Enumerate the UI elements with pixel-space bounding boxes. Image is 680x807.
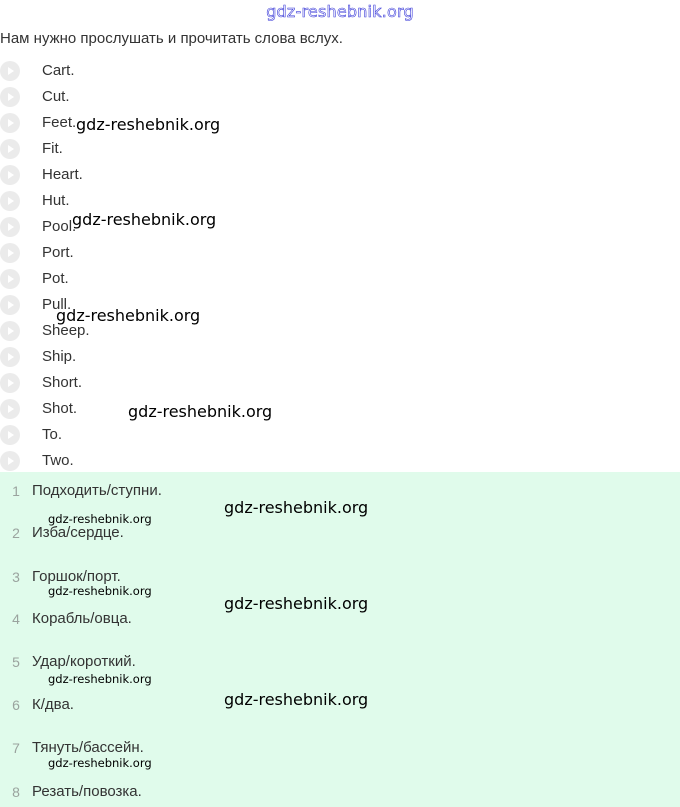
word-row bbox=[0, 138, 680, 164]
watermark: gdz-reshebnik.org bbox=[72, 210, 217, 229]
play-icon[interactable] bbox=[0, 373, 20, 393]
word-label: Sheep. bbox=[42, 322, 90, 339]
word-row bbox=[0, 398, 680, 424]
translation-number: 5 bbox=[12, 654, 20, 670]
play-icon[interactable] bbox=[0, 347, 20, 367]
watermark: gdz-reshebnik.org bbox=[76, 115, 221, 134]
top-watermark: gdz-reshebnik.org bbox=[266, 2, 414, 21]
translation-number: 4 bbox=[12, 611, 20, 627]
play-icon[interactable] bbox=[0, 191, 20, 211]
watermark: gdz-reshebnik.org bbox=[48, 584, 152, 598]
word-label: Pull. bbox=[42, 296, 72, 313]
translation-text: Подходить/ступни. bbox=[32, 482, 162, 499]
watermark: gdz-reshebnik.org bbox=[224, 498, 369, 517]
word-label: Port. bbox=[42, 244, 74, 261]
play-icon[interactable] bbox=[0, 399, 20, 419]
instruction-text: Нам нужно прослушать и прочитать слова вслух. bbox=[0, 30, 343, 47]
play-icon[interactable] bbox=[0, 425, 20, 445]
translation-row bbox=[0, 652, 680, 674]
word-label: Heart. bbox=[42, 166, 83, 183]
word-label: Feet. bbox=[42, 114, 77, 131]
play-icon[interactable] bbox=[0, 139, 20, 159]
watermark: gdz-reshebnik.org bbox=[48, 672, 152, 686]
word-row bbox=[0, 86, 680, 112]
translation-number: 1 bbox=[12, 483, 20, 499]
watermark: gdz-reshebnik.org bbox=[48, 512, 152, 526]
play-icon[interactable] bbox=[0, 243, 20, 263]
word-label: Two. bbox=[42, 452, 74, 469]
play-icon[interactable] bbox=[0, 295, 20, 315]
word-row bbox=[0, 424, 680, 450]
word-label: Pool. bbox=[42, 218, 77, 235]
translation-number: 3 bbox=[12, 569, 20, 585]
translation-row bbox=[0, 782, 680, 804]
play-icon[interactable] bbox=[0, 269, 20, 289]
play-icon[interactable] bbox=[0, 217, 20, 237]
play-icon[interactable] bbox=[0, 61, 20, 81]
translation-number: 6 bbox=[12, 697, 20, 713]
play-icon[interactable] bbox=[0, 321, 20, 341]
word-row bbox=[0, 268, 680, 294]
watermark: gdz-reshebnik.org bbox=[224, 594, 369, 613]
play-icon[interactable] bbox=[0, 113, 20, 133]
word-row bbox=[0, 242, 680, 268]
translation-number: 8 bbox=[12, 784, 20, 800]
word-row bbox=[0, 60, 680, 86]
word-label: Cart. bbox=[42, 62, 75, 79]
translation-text: Тянуть/бассейн. bbox=[32, 739, 144, 756]
translation-text: Удар/короткий. bbox=[32, 653, 136, 670]
play-icon[interactable] bbox=[0, 451, 20, 471]
watermark: gdz-reshebnik.org bbox=[128, 402, 273, 421]
translation-text: К/два. bbox=[32, 696, 74, 713]
watermark: gdz-reshebnik.org bbox=[48, 756, 152, 770]
word-label: To. bbox=[42, 426, 63, 443]
word-label: Shot. bbox=[42, 400, 78, 417]
play-icon[interactable] bbox=[0, 87, 20, 107]
watermark: gdz-reshebnik.org bbox=[56, 306, 201, 325]
translation-number: 7 bbox=[12, 740, 20, 756]
word-label: Short. bbox=[42, 374, 83, 391]
play-icon[interactable] bbox=[0, 165, 20, 185]
word-row bbox=[0, 164, 680, 190]
word-row bbox=[0, 346, 680, 372]
translation-text: Резать/повозка. bbox=[32, 783, 142, 800]
word-label: Cut. bbox=[42, 88, 70, 105]
translation-row bbox=[0, 523, 680, 545]
word-label: Ship. bbox=[42, 348, 77, 365]
translation-text: Горшок/порт. bbox=[32, 568, 121, 585]
word-row bbox=[0, 372, 680, 398]
word-label: Pot. bbox=[42, 270, 69, 287]
word-label: Hut. bbox=[42, 192, 70, 209]
translation-text: Корабль/овца. bbox=[32, 610, 132, 627]
word-label: Fit. bbox=[42, 140, 63, 157]
translation-number: 2 bbox=[12, 525, 20, 541]
translation-text: Изба/сердце. bbox=[32, 524, 124, 541]
watermark: gdz-reshebnik.org bbox=[224, 690, 369, 709]
